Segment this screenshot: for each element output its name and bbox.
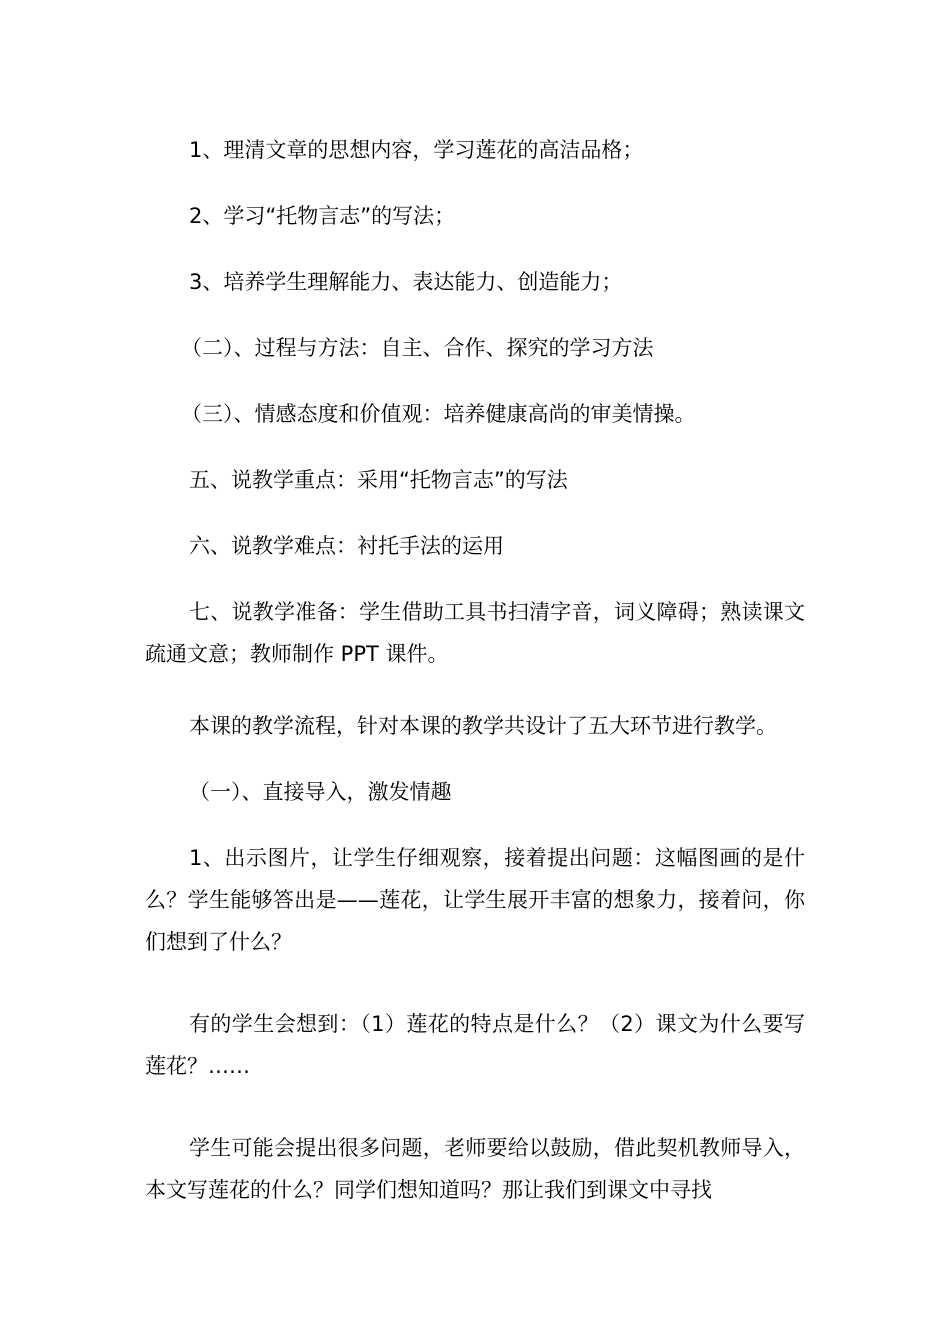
objective-3: 3、培养学生理解能力、表达能力、创造能力； [189, 270, 623, 294]
objective-2: 2、学习“托物言志”的写法； [189, 204, 456, 228]
process-method: （二）、过程与方法：自主、合作、探究的学习方法 [181, 336, 654, 360]
objective-1: 1、理清文章的思想内容，学习莲花的高洁品格； [189, 138, 644, 162]
step-1-paragraph: 1、出示图片，让学生仔细观察，接着提出问题：这幅图画的是什么？学生能够答出是——莲花，让学生展开丰富的想象力，接着问，你们想到了什么？ [145, 846, 805, 954]
student-questions-paragraph: 有的学生会想到：（1）莲花的特点是什么？（2）课文为什么要写莲花？…… [145, 1012, 805, 1078]
emotion-values: （三）、情感态度和价值观：培养健康高尚的审美情操。 [181, 402, 696, 426]
teaching-preparation: 七、说教学准备：学生借助工具书扫清字音，词义障碍；熟读课文疏通文意；教师制作 PPT 课件。 [145, 600, 805, 666]
section-heading-1: （一）、直接导入，激发情趣 [189, 780, 452, 804]
encouragement-paragraph: 学生可能会提出很多问题，老师要给以鼓励，借此契机教师导入，本文写莲花的什么？同学们想知道吗？那让我们到课文中寻找 [145, 1136, 805, 1202]
teaching-flow-intro: 本课的教学流程，针对本课的教学共设计了五大环节进行教学。 [189, 714, 777, 738]
teaching-focus: 五、说教学重点：采用“托物言志”的写法 [189, 468, 568, 492]
teaching-difficulty: 六、说教学难点：衬托手法的运用 [189, 534, 504, 558]
